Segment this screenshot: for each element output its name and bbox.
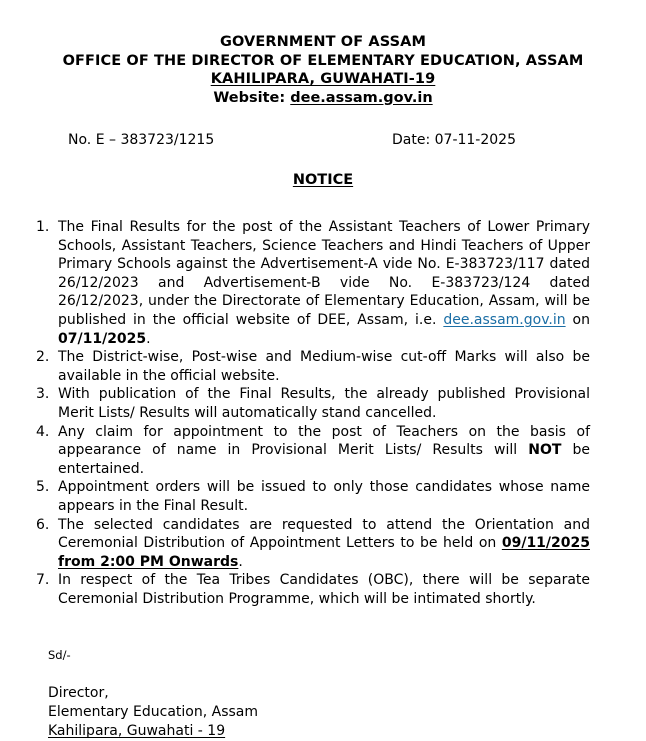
- signature-block: [0, 648, 646, 741]
- clause-text-run: be entertained.: [58, 442, 590, 477]
- emphasis-bold-text: 07/11/2025: [58, 330, 147, 347]
- notice-clause-item: [36, 571, 590, 608]
- website-hyperlink[interactable]: dee.assam.gov.in: [443, 311, 566, 328]
- clause-text-run: The selected candidates are requested to attend the Orientation and Ceremonial Distribution of Appointment Letters to be held on: [58, 516, 590, 552]
- notice-clause-item: [36, 423, 590, 479]
- emphasis-bold-text: NOT: [528, 442, 562, 459]
- notice-heading: NOTICE: [292, 172, 354, 188]
- notice-clause-item: [36, 385, 590, 422]
- clause-text-run: With publication of the Final Results, the already published Provisional Merit Lists/ Results will automatically stand cancelled.: [58, 386, 590, 421]
- clause-number: 6.: [36, 516, 50, 533]
- clause-number: 5.: [36, 479, 50, 496]
- notice-clause-item: [36, 218, 590, 348]
- clause-number: 2.: [36, 349, 50, 366]
- clause-text-run: Any claim for appointment to the post of Teachers on the basis of appearance of name in Provisional Merit Lists/ Results will: [58, 423, 590, 459]
- clause-number: 4.: [36, 423, 50, 440]
- letterhead-line-government: GOVERNMENT OF ASSAM: [220, 34, 426, 50]
- clause-text: [58, 385, 590, 422]
- clause-text-run: The District-wise, Post-wise and Medium-wise cut-off Marks will also be available in the official website.: [58, 349, 590, 384]
- clause-text-run: .: [238, 553, 243, 570]
- clause-number: 1.: [36, 219, 50, 235]
- notice-heading-wrap: [0, 169, 646, 188]
- clause-number: 3.: [36, 386, 50, 403]
- website-label: Website:: [213, 89, 286, 106]
- letterhead: [0, 0, 646, 107]
- letterhead-line-office: OFFICE OF THE DIRECTOR OF ELEMENTARY EDUCATION, ASSAM: [62, 52, 584, 69]
- clause-text: [58, 478, 590, 515]
- emphasis-bold-underline-text: 09/11/2025 from 2:00 PM Onwards: [58, 535, 590, 570]
- letterhead-line-address: KAHILIPARA, GUWAHATI-19: [210, 71, 436, 87]
- document-date: Date: 07-11-2025: [392, 132, 516, 148]
- notice-clause-item: [36, 478, 590, 515]
- website-url-text: dee.assam.gov.in: [290, 89, 433, 106]
- clause-text: [58, 218, 590, 348]
- clause-text: [58, 348, 590, 385]
- clause-text-run: Appointment orders will be issued to only those candidates whose name appears in the Final Result.: [58, 479, 590, 514]
- clause-text-run: The Final Results for the post of the Assistant Teachers of Lower Primary Schools, Assistant Teachers, Science Teachers and Hindi Teachers of Upper Primary Schools against the Advertisement-A vide No. E-383723/117 dated 26/12/2023 and Advertisement-B vide No. E-383723/124 dated 26/12/2023, under the Directorate of Elementary Education, Assam, will be published in the official website of DEE, Assam, i.e.: [58, 219, 590, 328]
- reference-date-row: [0, 130, 646, 150]
- notice-clause-list: [0, 218, 646, 608]
- clause-text: [58, 571, 590, 608]
- signatory-office: Elementary Education, Assam: [48, 704, 259, 721]
- clause-text: [58, 516, 590, 572]
- notice-clause-item: [36, 516, 590, 572]
- reference-number: No. E – 383723/1215: [68, 132, 215, 148]
- letterhead-website-line: [0, 89, 646, 108]
- notice-clause-item: [36, 348, 590, 385]
- clause-text-run: .: [146, 330, 151, 347]
- signatory-address: Kahilipara, Guwahati - 19: [48, 723, 226, 740]
- clause-text-run: In respect of the Tea Tribes Candidates (OBC), there will be separate Ceremonial Distribution Programme, which will be intimated shortly.: [58, 572, 590, 607]
- clause-text: [58, 423, 590, 479]
- clause-text-run: on: [565, 311, 590, 328]
- signature-sd-mark: Sd/-: [48, 648, 71, 663]
- clause-number: 7.: [36, 572, 50, 589]
- signatory-designation: Director,: [48, 685, 109, 702]
